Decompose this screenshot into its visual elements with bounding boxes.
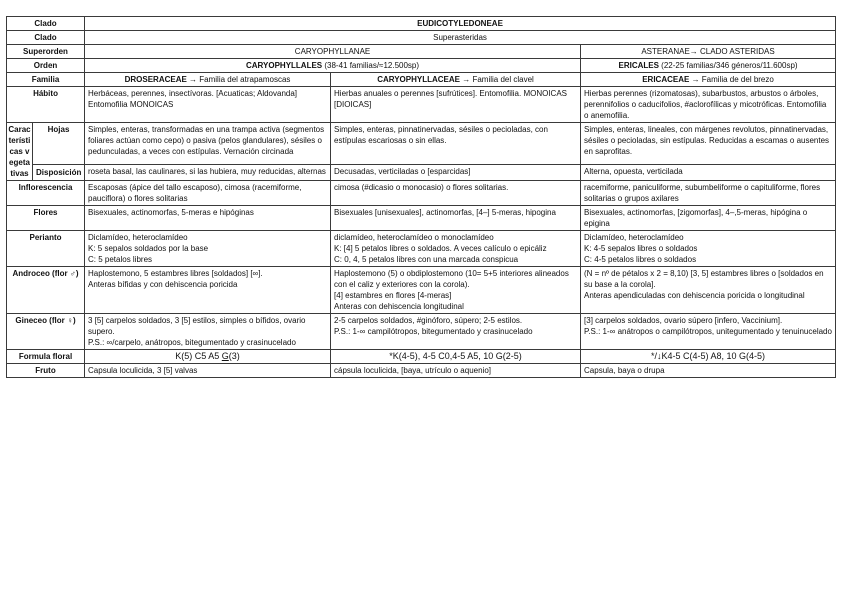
formula-ericaceae: */↓K4-5 C(4-5) A8, 10 G(4-5) bbox=[581, 350, 836, 364]
perianto-droseraceae-line: Diclamídeo, heteroclamídeo bbox=[88, 233, 188, 242]
value-clado-2: Superasteridas bbox=[85, 31, 836, 45]
label-inflorescencia: Inflorescencia bbox=[7, 181, 85, 206]
perianto-caryophyllaceae bbox=[331, 231, 581, 267]
label-androceo: Androceo (flor ♂) bbox=[7, 267, 85, 314]
hojas-ericaceae: Simples, enteras, lineales, con márgenes revolutos, pinnatinervadas, sésiles o pecioladas, sin estípulas. Reducidas a escamas o ausentes en saprofitas. bbox=[581, 123, 836, 165]
flores-caryophyllaceae: Bisexuales [unisexuales], actinomorfas, [4–] 5-meras, hipogina bbox=[331, 206, 581, 231]
fruto-caryophyllaceae: cápsula loculicida, [baya, utrículo o aquenio] bbox=[331, 364, 581, 378]
androceo-caryophyllaceae-line: Haplostemono (5) o obdiplostemono (10= 5+5 interiores alineados con el caliz y exteriores con la corola). bbox=[334, 269, 569, 289]
superorden-asteranae: ASTERANAE→ CLADO ASTERIDAS bbox=[581, 45, 836, 59]
perianto-caryophyllaceae-line: diclamídeo, heteroclamídeo o monoclamídeo bbox=[334, 233, 494, 242]
formula-caryophyllaceae: *K(4-5), 4-5 C0,4-5 A5, 10 G(2-5) bbox=[331, 350, 581, 364]
formula-droseraceae-pre: K(5) C5 A5 bbox=[175, 351, 222, 361]
habito-ericaceae: Hierbas perennes (rizomatosas), subarbustos, arbustos o árboles, perennifolios o caducifolios, #aclorofílicas y micotróficas. Entomofilia o anemofilia. bbox=[581, 87, 836, 123]
label-perianto: Perianto bbox=[7, 231, 85, 267]
habito-droseraceae: Herbáceas, perennes, insectívoras. [Acuaticas; Aldovanda] Entomofilia MONOICAS bbox=[85, 87, 331, 123]
row-fruto bbox=[7, 364, 836, 378]
label-superorden: Superorden bbox=[7, 45, 85, 59]
hojas-droseraceae: Simples, enteras, transformadas en una trampa activa (segmentos foliares actúan como cepo) o pasiva (pelos glandulares), sésiles o pedunculadas, a veces con estípulas. Vernación circinada bbox=[85, 123, 331, 165]
perianto-droseraceae-line: K: 5 sepalos soldados por la base bbox=[88, 244, 209, 253]
perianto-ericaceae-line: Diclamídeo, heteroclamídeo bbox=[584, 233, 684, 242]
disposicion-droseraceae: roseta basal, las caulinares, si las hubiera, muy reducidas, alternas bbox=[85, 164, 331, 180]
hojas-caryophyllaceae: Simples, enteras, pinnatinervadas, sésiles o pecioladas, con estípulas escariosas o sin ellas. bbox=[331, 123, 581, 165]
androceo-caryophyllaceae bbox=[331, 267, 581, 314]
perianto-ericaceae-line: K: 4-5 sepalos libres o soldados bbox=[584, 244, 698, 253]
row-superorden bbox=[7, 45, 836, 59]
gineceo-droseraceae-line: 3 [5] carpelos soldados, 3 [5] estilos, simples o bífidos, ovario supero. bbox=[88, 316, 306, 336]
familia-caryophyllaceae-extra: → Familia del clavel bbox=[460, 75, 534, 84]
perianto-caryophyllaceae-line: K: [4] 5 petalos libres o soldados. A veces calículo o epicáliz bbox=[334, 244, 547, 253]
formula-droseraceae-post: (3) bbox=[228, 351, 240, 361]
familia-droseraceae-extra: → Familia del atrapamoscas bbox=[186, 75, 291, 84]
row-gineceo bbox=[7, 314, 836, 350]
inflorescencia-caryophyllaceae: cimosa (#dicasio o monocasio) o flores solitarias. bbox=[331, 181, 581, 206]
familia-droseraceae-name: DROSERACEAE bbox=[124, 75, 187, 84]
perianto-droseraceae-line: C: 5 petalos libres bbox=[88, 255, 153, 264]
androceo-ericaceae-line: (N = nº de pétalos x 2 = 8,10) [3, 5] estambres libres o [soldados en su base a la corola]. bbox=[584, 269, 824, 289]
label-fruto: Fruto bbox=[7, 364, 85, 378]
label-gineceo: Gineceo (flor ♀) bbox=[7, 314, 85, 350]
superorden-caryophyllanae: CARYOPHYLLANAE bbox=[85, 45, 581, 59]
androceo-ericaceae bbox=[581, 267, 836, 314]
row-hojas bbox=[7, 123, 836, 165]
fruto-droseraceae: Capsula loculicida, 3 [5] valvas bbox=[85, 364, 331, 378]
familia-ericaceae-name: ERICACEAE bbox=[642, 75, 690, 84]
gineceo-ericaceae bbox=[581, 314, 836, 350]
disposicion-caryophyllaceae: Decusadas, verticiladas o [esparcidas] bbox=[331, 164, 581, 180]
label-disposicion: Disposición bbox=[33, 164, 85, 180]
label-familia: Familia bbox=[7, 73, 85, 87]
androceo-droseraceae bbox=[85, 267, 331, 314]
orden-caryophyllales-extra: (38-41 familias/≈12.500sp) bbox=[322, 61, 420, 70]
row-clado bbox=[7, 17, 836, 31]
row-perianto bbox=[7, 231, 836, 267]
label-clado: Clado bbox=[7, 17, 85, 31]
orden-caryophyllales-name: CARYOPHYLLALES bbox=[245, 61, 323, 70]
fruto-ericaceae: Capsula, baya o drupa bbox=[581, 364, 836, 378]
disposicion-ericaceae: Alterna, opuesta, verticilada bbox=[581, 164, 836, 180]
familia-droseraceae bbox=[85, 73, 331, 87]
gineceo-droseraceae-line: P.S.: ∞/carpelo, anátropos, bitegumentado y crasinucelado bbox=[88, 338, 296, 347]
habito-caryophyllaceae: Hierbas anuales o perennes [sufrútices]. Entomofilia. MONOICAS [DIOICAS] bbox=[331, 87, 581, 123]
flores-droseraceae: Bisexuales, actinomorfas, 5-meras e hipóginas bbox=[85, 206, 331, 231]
row-familia bbox=[7, 73, 836, 87]
gineceo-droseraceae bbox=[85, 314, 331, 350]
row-androceo bbox=[7, 267, 836, 314]
row-habito bbox=[7, 87, 836, 123]
label-flores: Flores bbox=[7, 206, 85, 231]
inflorescencia-droseraceae: Escaposas (ápice del tallo escaposo), cimosa (racemiforme, pauciflora) o flores solitarias bbox=[85, 181, 331, 206]
orden-ericales-name: ERICALES bbox=[618, 61, 659, 70]
orden-caryophyllales bbox=[85, 59, 581, 73]
taxonomy-table bbox=[6, 16, 836, 378]
inflorescencia-ericaceae: racemiforme, paniculiforme, subumbeliforme o capituliforme, flores solitarias o grupos axilares bbox=[581, 181, 836, 206]
flores-ericaceae: Bisexuales, actinomorfas, [zigomorfas], 4–,5-meras, hipógina o epigina bbox=[581, 206, 836, 231]
androceo-ericaceae-line: Anteras apendiculadas con dehiscencia poricida o longitudinal bbox=[584, 291, 805, 300]
perianto-ericaceae bbox=[581, 231, 836, 267]
label-hojas: Hojas bbox=[33, 123, 85, 165]
row-orden bbox=[7, 59, 836, 73]
perianto-caryophyllaceae-line: C: 0, 4, 5 petalos libres con una marcada conspicua bbox=[334, 255, 519, 264]
row-inflorescencia bbox=[7, 181, 836, 206]
androceo-droseraceae-line: Anteras bífidas y con dehiscencia poricida bbox=[88, 280, 238, 289]
label-caracteristicas-vegetativas: Características vegetativas bbox=[7, 123, 33, 181]
label-formula: Formula floral bbox=[7, 350, 85, 364]
formula-droseraceae bbox=[85, 350, 331, 364]
familia-caryophyllaceae-name: CARYOPHYLLACEAE bbox=[377, 75, 461, 84]
formula-droseraceae-gynoecium: G bbox=[221, 351, 229, 361]
familia-ericaceae bbox=[581, 73, 836, 87]
row-disposicion bbox=[7, 164, 836, 180]
orden-ericales bbox=[581, 59, 836, 73]
gineceo-caryophyllaceae-line: 2-5 carpelos soldados, #ginóforo, súpero; 2-5 estilos. bbox=[334, 316, 523, 325]
row-formula bbox=[7, 350, 836, 364]
row-clado-2 bbox=[7, 31, 836, 45]
gineceo-ericaceae-line: P.S.: 1-∞ anátropos o campilótropos, unitegumentado y tenuinucelado bbox=[584, 327, 832, 336]
value-clado: EUDICOTYLEDONEAE bbox=[85, 17, 836, 31]
androceo-caryophyllaceae-line: [4] estambres en flores [4-meras] bbox=[334, 291, 452, 300]
perianto-ericaceae-line: C: 4-5 petalos libres o soldados bbox=[584, 255, 697, 264]
gineceo-ericaceae-line: [3] carpelos soldados, ovario súpero [infero, Vaccinium]. bbox=[584, 316, 783, 325]
row-flores bbox=[7, 206, 836, 231]
gineceo-caryophyllaceae bbox=[331, 314, 581, 350]
perianto-droseraceae bbox=[85, 231, 331, 267]
gineceo-caryophyllaceae-line: P.S.: 1-∞ campilótropos, bitegumentado y crasinucelado bbox=[334, 327, 533, 336]
familia-caryophyllaceae bbox=[331, 73, 581, 87]
androceo-caryophyllaceae-line: Anteras con dehiscencia longitudinal bbox=[334, 302, 464, 311]
androceo-droseraceae-line: Haplostemono, 5 estambres libres [soldados] [∞]. bbox=[88, 269, 263, 278]
label-habito: Hábito bbox=[7, 87, 85, 123]
familia-ericaceae-extra: → Familia de del brezo bbox=[689, 75, 774, 84]
orden-ericales-extra: (22-25 familias/346 géneros/11.600sp) bbox=[658, 61, 798, 70]
label-clado-2: Clado bbox=[7, 31, 85, 45]
label-orden: Orden bbox=[7, 59, 85, 73]
